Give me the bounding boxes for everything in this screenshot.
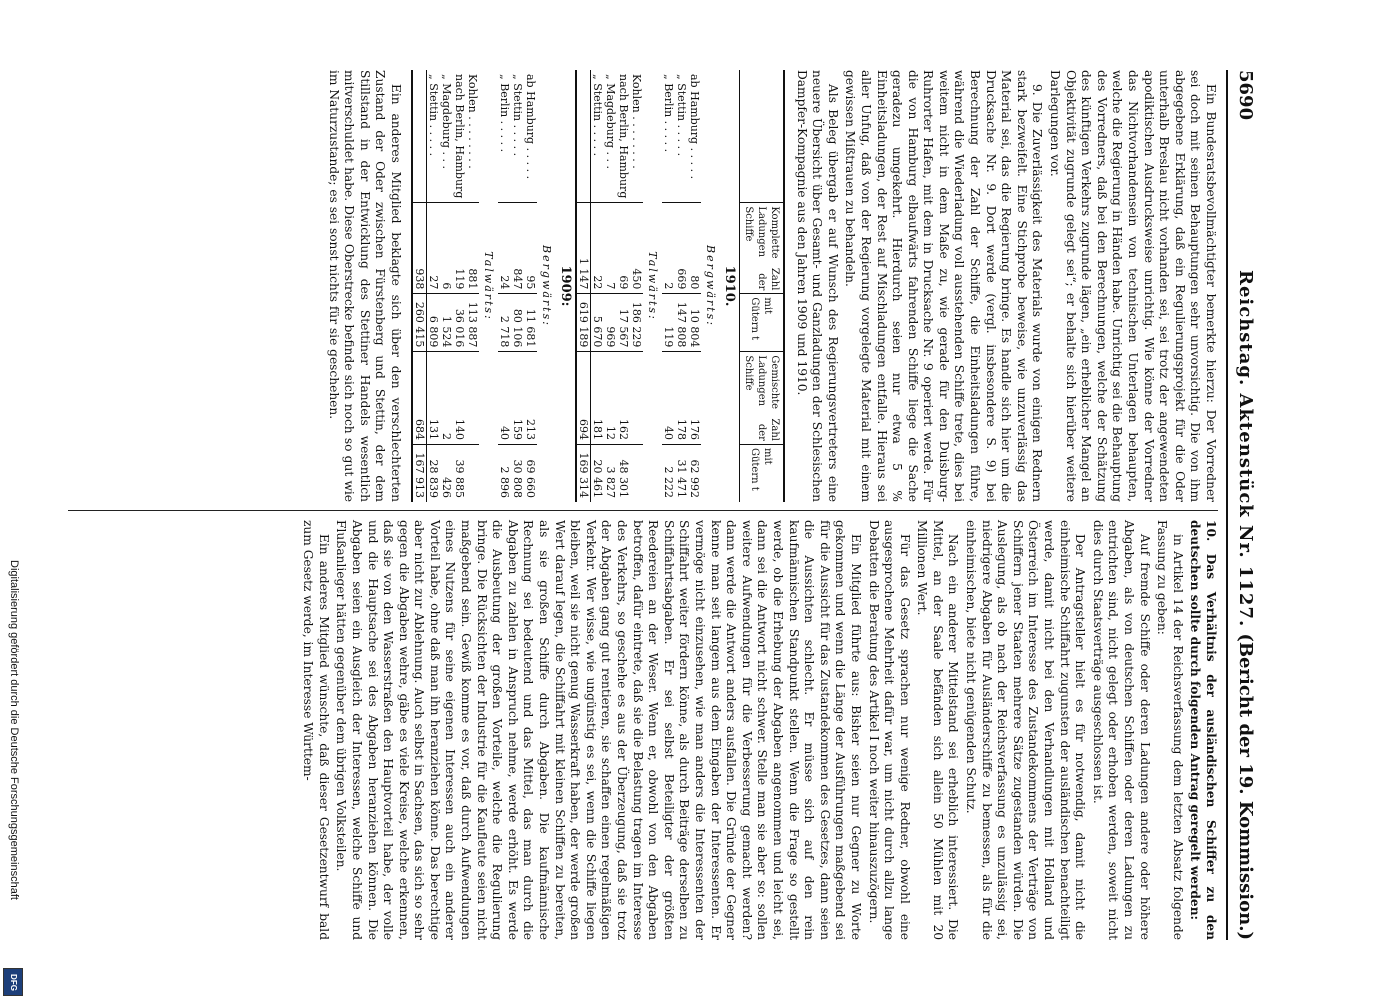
- dfg-logo: [3, 968, 23, 996]
- section-row: [701, 70, 720, 502]
- table-cell: 36 016: [453, 294, 466, 352]
- table-row: [688, 70, 701, 502]
- table-cell: 1909:: [557, 265, 573, 307]
- table-cell: 684: [412, 352, 427, 445]
- paragraph: Auf fremde Schiffe oder deren Ladungen andere oder höhere Abgaben, als von deutschen Schiffen oder deren Ladungen zu entrichten sind, nicht gelegt oder erhoben werden, soweit nicht dies durch Staatsverträge ausgeschlossen ist.: [1090, 520, 1152, 940]
- table-cell: [466, 444, 479, 502]
- header-cell: Gemischte Zahl Ladungen der Schiffe: [739, 352, 784, 445]
- table-header-row: [739, 70, 784, 502]
- table-cell: 969: [604, 294, 617, 352]
- table-cell: 10 804: [688, 294, 701, 352]
- header-cell: Komplette Zahl Ladungen der Schiffe: [739, 203, 784, 294]
- paragraph: in Artikel 14 der Reichsverfassung dem letzten Absatz folgende Fassung zu geben:: [1155, 520, 1185, 940]
- paragraph: Ein anderes Mitglied beklagte sich über den verschlechterten Zustand der Oder zwischen Fürstenberg und Stettin, der dem Stillstand in der Entwicklung des Stettiner Handels wesentlich mitverschuldet habe. Diese Oberstrecke befinde sich noch so gut wie im Naturzustande; es sei sonst nichts für sie geschehen.: [326, 70, 403, 502]
- table-cell: 938: [412, 203, 427, 294]
- table-cell: 2 718: [498, 294, 511, 352]
- table-row: [617, 70, 630, 502]
- left-column: [323, 70, 1218, 502]
- table-cell: [630, 352, 643, 445]
- table-cell: „ Magdeburg . . .: [439, 74, 453, 170]
- table-cell: 140: [453, 352, 466, 445]
- table-cell: 213: [524, 352, 537, 445]
- section-heading: 10. Das Verhältnis der ausländischen Schiffer zu den deutschen sollte durch folgenden Antrag geregelt werden:: [1188, 520, 1218, 940]
- table-cell: 80 106: [511, 294, 524, 352]
- table-cell: 27: [426, 203, 440, 294]
- table-cell: 176: [688, 352, 701, 445]
- table-cell: 619 189: [576, 294, 591, 352]
- paragraph: Nach ein anderer Mittelstand sei erheblich interessiert. Die Mittel, an der Saale befänden sich allein 50 Mühlen mit 20 Millionen Wert.: [915, 520, 961, 940]
- page-number: 5690: [1235, 70, 1256, 121]
- paragraph: Der Antragsteller hielt es für notwendig, damit nicht die einheimische Schiffahrt zugunsten der ausländischen benachteiligt werde, damit nicht bei den Verhandlungen mit Holland und Österreich im Interesse des Zustandekommens der Verträge von Schiffern jener Staaten mehrere Sätze zugestanden würden. Die Auslegung, als ob nach der Reichsverfassung es unzulässig sei, niedrigere Abgaben für Ausländerschiffe zu bemessen, als für die einheimischen, biete nicht genügenden Schutz.: [964, 520, 1088, 940]
- table-cell: 113 887: [466, 294, 479, 352]
- table-cell: 147 808: [675, 294, 688, 352]
- table-cell: 5 670: [590, 294, 604, 352]
- header-cell: mit Gütern t: [739, 444, 784, 502]
- table-cell: 2 222: [662, 444, 675, 502]
- table-cell: 186 229: [630, 294, 643, 352]
- shipping-statistics-table: [411, 70, 785, 502]
- table-cell: 80: [688, 203, 701, 294]
- paragraph: Ein anderes Mitglied wünschte, daß dieser Gesetzentwurf bald zum Gesetz werde, im Interesse Württem-: [301, 520, 331, 940]
- table-cell: 3 827: [604, 444, 617, 502]
- table-cell: 2 896: [498, 444, 511, 502]
- table-cell: nach Berlin, Hamburg: [452, 74, 466, 199]
- table-cell: ab Hamburg . . . . .: [687, 74, 701, 180]
- page-title: Reichstag. Aktenstück Nr. 1127.: [1235, 270, 1256, 628]
- table-cell: 181: [590, 352, 604, 445]
- table-cell: 1 147: [576, 203, 591, 294]
- table-cell: 24: [498, 203, 511, 294]
- table-cell: Bergwärts:: [703, 245, 717, 327]
- table-cell: Talwärts:: [645, 251, 659, 321]
- table-cell: 1 524: [440, 294, 453, 352]
- table-cell: 119: [453, 203, 466, 294]
- table-cell: 17 567: [617, 294, 630, 352]
- year-row: [556, 70, 576, 502]
- table-cell: 69 660: [524, 444, 537, 502]
- table-cell: 131: [426, 352, 440, 445]
- table-cell: 7: [604, 203, 617, 294]
- table-row: [426, 70, 440, 502]
- table-cell: 159: [511, 352, 524, 445]
- table-cell: 40: [662, 352, 675, 445]
- table-cell: 178: [675, 352, 688, 445]
- table-row: [675, 70, 688, 502]
- table-cell: 6: [440, 203, 453, 294]
- table-cell: 260 415: [412, 294, 427, 352]
- page-header: [1226, 70, 1262, 940]
- table-cell: Bergwärts:: [539, 245, 553, 327]
- table-row: [466, 70, 479, 502]
- table-cell: nach Berlin, Hamburg: [616, 74, 630, 199]
- table-row: [498, 70, 511, 502]
- paragraph: 9. Die Zuverlässigkeit des Materials wurde von einigen Rednern stark bezweifelt. Eine Stichprobe beweise, wie unzuverlässig das Material sei, das die Regierung bringe. Es handle sich hier um die Drucksache Nr. 9. Dort werde (vergl. insbesondere S. 9) bei Berechnung der Zahl der Schiffe, die Einheitsladungen führe, während die Wiederladung voll ausstehenden Schiffe trete, dies bei weitem nicht in dem Maße zu, wie gerade für den Duisburg-Ruhrorter Hafen, mit dem in Drucksache Nr. 9 operiert werde. Für die von Hamburg elbaufwärts fahrenden Schiffe liege die Sache geradezu umgekehrt. Hierdurch seien nur etwa 5 % Einheitsladungen, der Rest auf Mischladungen entfalle. Hieraus sei aller Unfug, daß von der Regierung vorgelegte Material mit einem gewissen Mißtrauen zu behandeln.: [843, 70, 1045, 502]
- table-cell: 2: [440, 352, 453, 445]
- table-cell: [576, 70, 591, 203]
- table-row: [524, 70, 537, 502]
- table-row: [511, 70, 524, 502]
- year-row: [720, 70, 740, 502]
- table-cell: 22: [590, 203, 604, 294]
- paragraph: Als Beleg übergab er auf Wunsch des Regierungsvertreters eine neuere Übersicht über Gesamt- und Ganzladungen der Schlesischen Dampfer-Kompagnie aus den Jahren 1909 und 1910.: [794, 70, 840, 502]
- table-cell: 30 808: [511, 444, 524, 502]
- table-cell: 12: [604, 352, 617, 445]
- table-cell: 28 839: [426, 444, 440, 502]
- table-cell: 40: [498, 352, 511, 445]
- dfg-logo-text: DFG: [8, 973, 18, 991]
- table-cell: 669: [675, 203, 688, 294]
- table-cell: Kohlen . . . . . . . .: [465, 74, 479, 169]
- column-divider: [68, 510, 1218, 511]
- table-cell: „ Stettin . . . . .: [674, 74, 688, 157]
- table-cell: [412, 70, 427, 203]
- table-cell: „ Berlin . . . . .: [497, 74, 511, 153]
- section-row: [479, 70, 498, 502]
- table-cell: 881: [466, 203, 479, 294]
- table-cell: „ Stettin . . . . .: [426, 74, 440, 157]
- paragraph: Ein Mitglied führte aus: Bisher seien nur Gegner zu Worte gekommen und wenn die Länge der Ausführungen maßgebend sei für die Aussicht für das Zustandekommen des Gesetzes, dann seien die Aussichten schlecht. Er müsse sich auf den rein kaufmännischen Standpunkt stellen. Wenn die Frage so gestellt werde, ob die Erhebung der Abgaben angenommen und leicht sei, dann sei die Antwort nicht schwer. Stelle man sie aber so: sollen weitere Aufwendungen für die Verbesserung gemacht werden? dann werde die Antwort anders ausfallen. Die Gründe der Gegner kenne man seit langem aus dem Eingaben der Interessenten. Er vermöge nicht einzusehen, wie man anders die Interessenten der Schiffahrt weiter fördern könne, als durch Beiträge derselben zu Schiffahrtsabgaben. Er sei selbst Beteiligter der größten Reedereien an der Weser. Wenn er, obwohl von den Abgaben betroffen, dafür eintrete, daß sie die Belastung tragen im Interesse des Verkehrs, so geschehe es aus der Überzeugung, daß sie trotz der Abgaben gang gut rentieren, sie schaffen einen regelmäßigen Verkehr. Wer wisse, wie ungünstig es sei, wenn die Schiffe liegen bleiben, weil sie nicht genug Wasserkraft haben, der werde großen Wert darauf legen, die Schiffahrt mit kleinen Schiffen zu bereiten, als sie großen Schiffe durch Abgaben. Die kaufmännische Rechnung sei bedeutend und das Mittel, das man durch die Abgaben zu zahlen in Anspruch nehme, werde erhöht. Es werde die Ausbeutung der großen Vorteile, welche die Regulierung bringe. Die Rücksichten der Industrie für die Kaufleute seien nicht maßgebend sein. Gewiß komme es vor, daß durch Aufwendungen eines Nutzens für seine eigenen Interessen auch ein anderer Vorteil habe, ohne daß man ihn heranziehen könne. Das berechtige aber nicht zur Ablehnung. Auch selbst in Sachsen, das sich so sehr gegen die Abgaben wehre, gäbe es viele Kreise, welche erkennen, daß sie von den Wasserstraßen den Hauptvorteil habe, der volle und die Hauptsache sei des Abgaben heranziehen können. Die Abgaben seien ein Ausgleich der Interessen, welche Schiffe und Flußanlieger hätten gegenüber dem übrigen Volksteilen.: [334, 520, 863, 940]
- section-title: (Bericht der 19. Kommission.): [1235, 633, 1256, 940]
- table-cell: 31 471: [675, 444, 688, 502]
- table-row: [453, 70, 466, 502]
- total-row: [412, 70, 427, 502]
- table-cell: 162: [617, 352, 630, 445]
- total-row: [576, 70, 591, 502]
- table-cell: 6 809: [426, 294, 440, 352]
- header-cell: [739, 70, 784, 203]
- table-cell: 119: [662, 294, 675, 352]
- table-cell: 11 681: [524, 294, 537, 352]
- table-cell: 694: [576, 352, 591, 445]
- table-cell: 2: [662, 203, 675, 294]
- table-cell: Talwärts:: [481, 251, 495, 321]
- table-cell: 62 992: [688, 444, 701, 502]
- table-cell: „ Stettin . . . . .: [590, 74, 604, 157]
- table-cell: 169 314: [576, 444, 591, 502]
- table-cell: 20 461: [590, 444, 604, 502]
- table-cell: „ Berlin . . . . .: [661, 74, 675, 153]
- table-cell: 95: [524, 203, 537, 294]
- digitization-note: Digitalisierung gefördert durch die Deutsche Forschungsgemeinschaft: [8, 560, 20, 900]
- table-cell: Kohlen . . . . . . . .: [629, 74, 643, 169]
- table-row: [590, 70, 604, 502]
- table-cell: [630, 444, 643, 502]
- section-row: [537, 70, 556, 502]
- table-cell: ab Hamburg . . . . .: [523, 74, 537, 180]
- table-row: [662, 70, 675, 502]
- table-cell: „ Stettin . . . . .: [510, 74, 524, 157]
- table-row: [630, 70, 643, 502]
- table-cell: 69: [617, 203, 630, 294]
- table-cell: 426: [440, 444, 453, 502]
- table-cell: 450: [630, 203, 643, 294]
- paragraph: Ein Bundesratsbevollmächtigter bemerkte hierzu: Der Vorredner sei doch mit seinen Behauptungen sehr unvorsichtig. Die von ihm abgegebene Erklärung, daß ein Regulierungsprojekt für die Oder unterhalb Breslau nicht vorhanden sei, sei trotz der angewendeten apodiktischen Ausdrucksweise unrichtig. Wie könne der Vorredner das Nichtvorhandensein von technischen Unterlagen behaupten, welche die Regierung in Händen habe. Unrichtig sei die Behauptung des Vorredners, daß bei den Berechnungen, welche der Schätzung des künftigen Verkehrs zugrunde lägen, „ein erheblicher Mangel an Objektivität zugrunde gelegt sei“; er behalte sich hierüber weitere Darlegungen vor.: [1048, 70, 1218, 502]
- table-cell: „ Magdeburg . . .: [603, 74, 617, 170]
- header-cell: mit Gütern t: [739, 294, 784, 352]
- table-cell: 167 913: [412, 444, 427, 502]
- section-row: [643, 70, 662, 502]
- table-row: [440, 70, 453, 502]
- table-row: [604, 70, 617, 502]
- table-cell: [466, 352, 479, 445]
- sidebar: [0, 0, 26, 1000]
- table-cell: 847: [511, 203, 524, 294]
- table-cell: 39 885: [453, 444, 466, 502]
- table-cell: 48 301: [617, 444, 630, 502]
- paragraph: Für das Gesetz sprachen nur wenige Redner, obwohl eine ausgesprochene Mehrheit dafür war, um nicht durch allzu lange Debatten die Beratung des Artikel I noch weiter hinauszuzögern.: [866, 520, 912, 940]
- scanned-page: [50, 0, 1270, 1000]
- table-cell: 1910.: [721, 265, 737, 307]
- right-column: [298, 520, 1218, 940]
